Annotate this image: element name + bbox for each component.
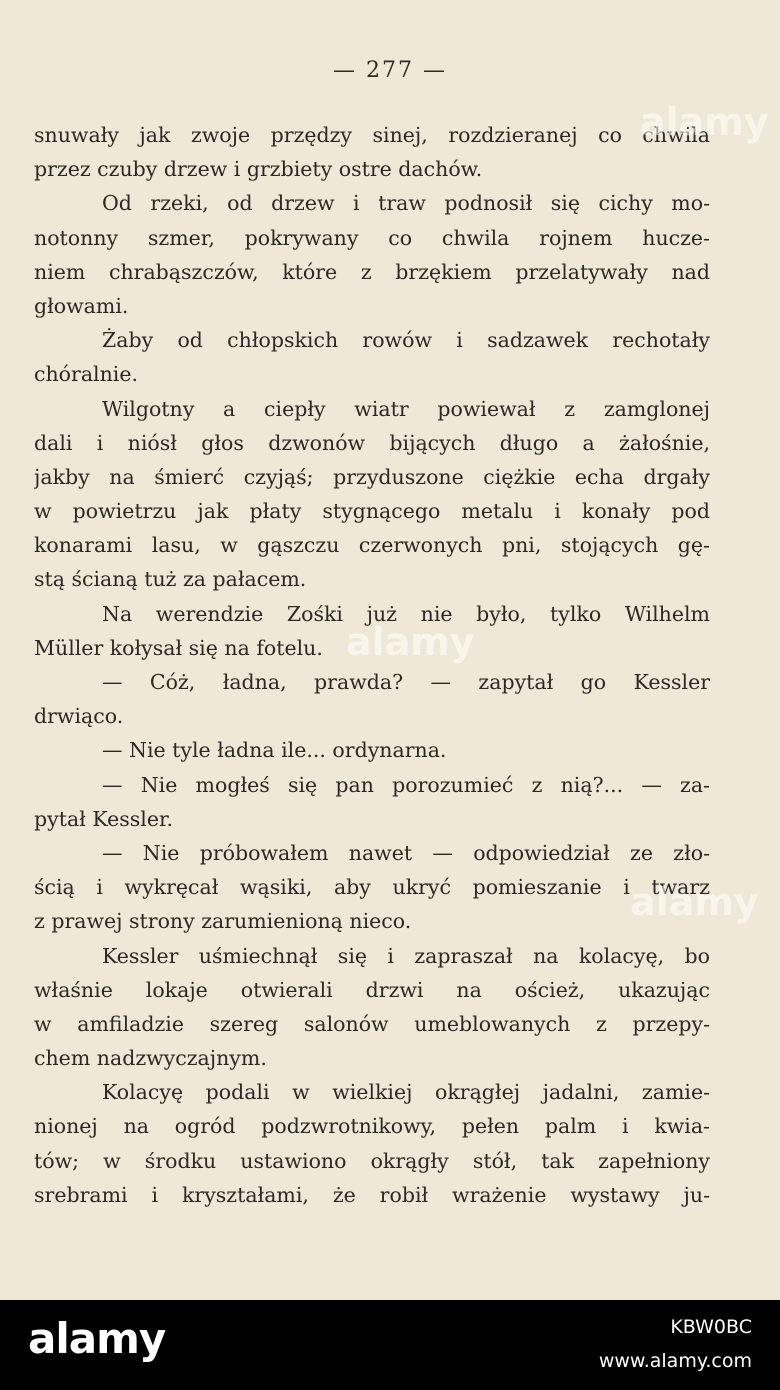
stock-footer: [0, 1300, 780, 1390]
text-line: — Nie mogłeś się pan porozumieć z nią?... — za-: [102, 772, 710, 797]
text-line: właśnie lokaje otwierali drzwi na oścież, ukazując: [34, 977, 710, 1002]
watermark: alamy: [640, 100, 769, 144]
text-line: przez czuby drzew i grzbiety ostre dachów.: [34, 157, 483, 182]
text-line: — Nie tyle ładna ile... ordynarna.: [102, 738, 447, 763]
text-line: nionej na ogród podzwrotnikowy, pełen palm i kwia-: [34, 1114, 710, 1139]
text-line: Żaby od chłopskich rowów i sadzawek rechotały: [102, 328, 710, 353]
watermark: alamy: [346, 620, 475, 664]
text-line: stą ścianą tuż za pałacem.: [34, 567, 307, 592]
text-line: Od rzeki, od drzew i traw podnosił się cichy mo-: [102, 191, 710, 216]
page-number: — 277 —: [333, 58, 447, 83]
text-line: dali i niósł głos dzwonów bijących długo a żałośnie,: [34, 430, 710, 455]
text-line: głowami.: [34, 293, 129, 318]
watermark: alamy: [630, 880, 759, 924]
text-line: konarami lasu, w gąszczu czerwonych pni, stojących gę-: [34, 533, 710, 558]
text-line: jakby na śmierć czyjąś; przyduszone ciężkie echa drgały: [34, 464, 710, 489]
text-line: — Nie próbowałem nawet — odpowiedział ze zło-: [102, 840, 710, 865]
text-line: ścią i wykręcał wąsiki, aby ukryć pomieszanie i twarz: [34, 875, 710, 900]
text-line: w powietrzu jak płaty stygnącego metalu i konały pod: [34, 499, 710, 524]
alamy-logo: alamy: [28, 1314, 166, 1363]
text-line: snuwały jak zwoje przędzy sinej, rozdzieranej co chwila: [34, 123, 710, 147]
text-line: Müller kołysał się na fotelu.: [34, 635, 323, 660]
text-line: Kessler uśmiechnął się i zapraszał na kolacyę, bo: [102, 943, 710, 968]
page-text: [34, 118, 710, 1212]
text-line: Na werendzie Zośki już nie było, tylko Wilhelm: [102, 601, 710, 626]
text-line: — Cóż, ładna, prawda? — zapytał go Kessler: [102, 670, 710, 694]
text-line: w amfiladzie szereg salonów umeblowanych z przepy-: [34, 1011, 710, 1036]
text-line: Kolacyę podali w wielkiej okrągłej jadalni, zamie-: [102, 1080, 710, 1105]
image-code: KBW0BC: [670, 1316, 752, 1338]
text-line: notonny szmer, pokrywany co chwila rojnem hucze-: [34, 225, 710, 250]
text-line: drwiąco.: [34, 704, 124, 729]
text-line: chóralnie.: [34, 362, 139, 387]
text-line: Wilgotny a ciepły wiatr powiewał z zamglonej: [102, 396, 710, 421]
site-url: www.alamy.com: [598, 1350, 752, 1372]
text-line: srebrami i kryształami, że robił wrażenie wystawy ju-: [34, 1182, 710, 1207]
text-line: niem chrabąszczów, które z brzękiem przelatywały nad: [34, 259, 710, 284]
text-line: pytał Kessler.: [34, 806, 174, 831]
text-line: z prawej strony zarumienioną nieco.: [34, 909, 412, 934]
text-line: chem nadzwyczajnym.: [34, 1046, 267, 1071]
text-line: tów; w środku ustawiono okrągły stół, tak zapełniony: [34, 1148, 710, 1173]
